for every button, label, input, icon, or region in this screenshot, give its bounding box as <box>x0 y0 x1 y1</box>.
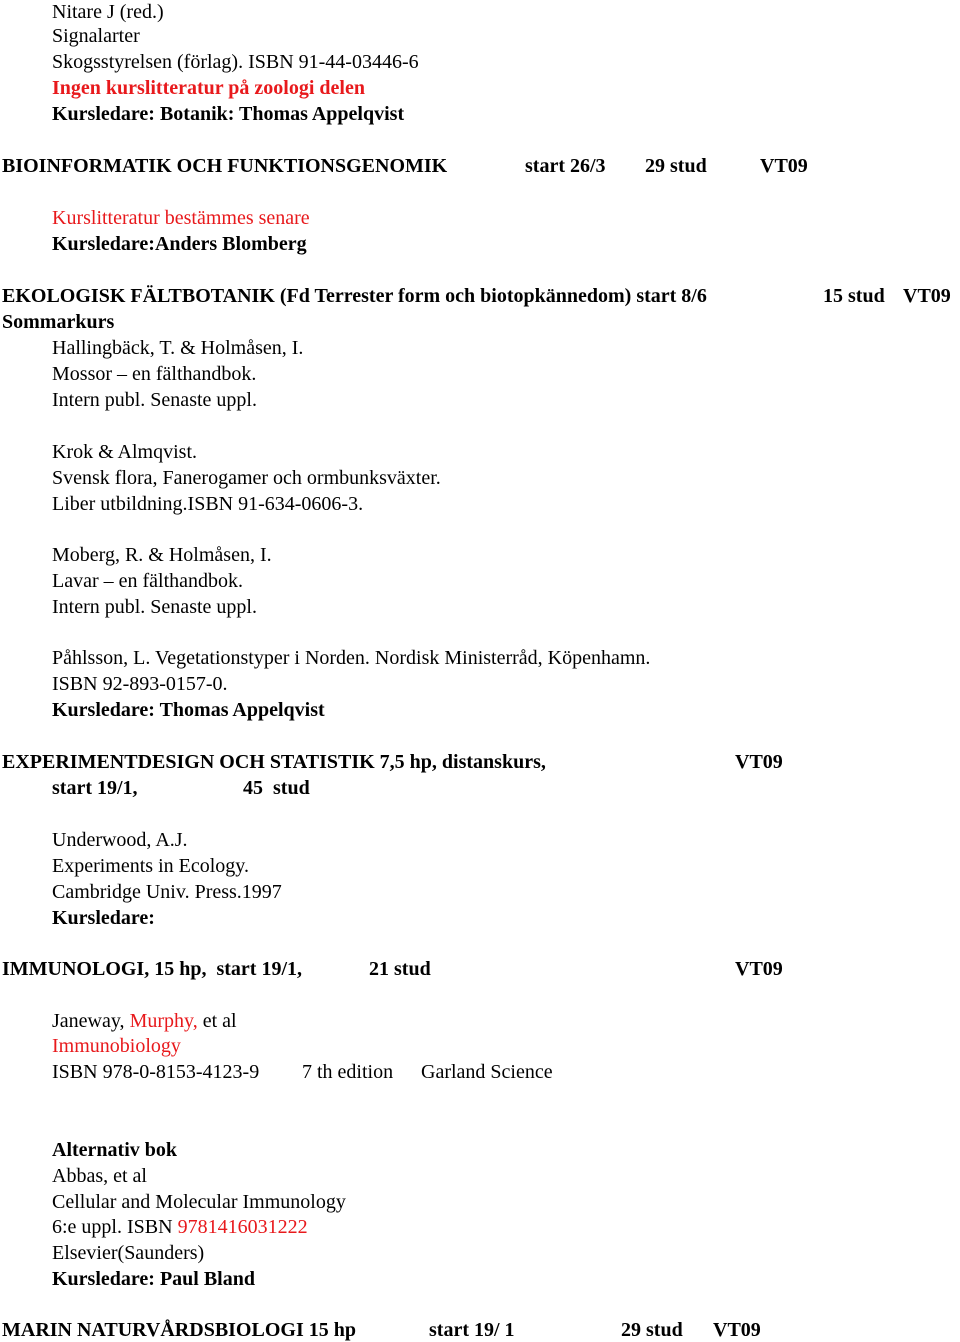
author-line: Nitare J (red.) <box>52 1 164 23</box>
course-students: 29 stud <box>621 1319 683 1341</box>
author-etal: et al <box>197 1010 237 1032</box>
book-authors <box>52 1009 237 1033</box>
book-publisher: Liber utbildning.ISBN 91-634-0606-3. <box>52 493 364 515</box>
alt-book-edition: 6:e uppl. ISBN <box>52 1216 178 1238</box>
course-students: 21 stud <box>369 958 431 980</box>
book-publisher: Garland Science <box>421 1061 553 1083</box>
course-start: start 19/1, <box>52 777 138 799</box>
book-title: Svensk flora, Fanerogamer och ormbunksväxter. <box>52 467 441 489</box>
literature-note: Kurslitteratur bestämmes senare <box>52 207 310 229</box>
course-leader: Kursledare: Botanik: Thomas Appelqvist <box>52 103 405 125</box>
book-title: Immunobiology <box>52 1035 181 1057</box>
course-heading-experimentdesign: EXPERIMENTDESIGN OCH STATISTIK 7,5 hp, distanskurs, <box>2 751 546 773</box>
book-author: Krok & Almqvist. <box>52 441 198 463</box>
course-leader: Kursledare: Paul Bland <box>52 1268 255 1290</box>
book-author: Underwood, A.J. <box>52 829 188 851</box>
book-edition: 7 th edition <box>302 1061 394 1083</box>
course-leader: Kursledare: <box>52 907 155 929</box>
author-name-highlight: Murphy, <box>129 1010 198 1032</box>
book-publisher: Cambridge Univ. Press.1997 <box>52 881 282 903</box>
alt-book-authors: Abbas, et al <box>52 1165 147 1187</box>
course-heading-ekologisk: EKOLOGISK FÄLTBOTANIK (Fd Terrester form och biotopkännedom) start 8/6 <box>2 285 707 307</box>
course-students: 15 stud <box>823 285 885 307</box>
note-line: Ingen kurslitteratur på zoologi delen <box>52 77 365 99</box>
alt-book-isbn-line <box>52 1215 308 1239</box>
course-term: VT09 <box>903 285 951 307</box>
course-heading-bioinformatik: BIOINFORMATIK OCH FUNKTIONSGENOMIK <box>2 155 448 177</box>
book-publisher: Intern publ. Senaste uppl. <box>52 596 257 618</box>
book-author: Hallingbäck, T. & Holmåsen, I. <box>52 337 304 359</box>
book-publisher: Intern publ. Senaste uppl. <box>52 389 257 411</box>
course-subtitle: Sommarkurs <box>2 311 115 333</box>
course-heading-marin: MARIN NATURVÅRDSBIOLOGI 15 hp <box>2 1319 356 1341</box>
book-title: Mossor – en fälthandbok. <box>52 363 257 385</box>
publisher-text: Skogsstyrelsen (förlag). ISBN <box>52 51 299 73</box>
isbn: 91-44-03446-6 <box>298 51 419 73</box>
book-isbn: ISBN 92-893-0157-0. <box>52 673 228 695</box>
course-term: VT09 <box>760 155 808 177</box>
course-term: VT09 <box>713 1319 761 1341</box>
book-isbn: ISBN 978-0-8153-4123-9 <box>52 1061 260 1083</box>
book-entry: Påhlsson, L. Vegetationstyper i Norden. Nordisk Ministerråd, Köpenhamn. <box>52 647 651 669</box>
course-start: start 26/3 <box>525 155 606 177</box>
book-title: Lavar – en fälthandbok. <box>52 570 244 592</box>
course-students: 29 stud <box>645 155 707 177</box>
course-students: 45 stud <box>243 777 310 799</box>
book-title: Experiments in Ecology. <box>52 855 249 877</box>
book-author: Moberg, R. & Holmåsen, I. <box>52 544 272 566</box>
course-term: VT09 <box>735 958 783 980</box>
course-term: VT09 <box>735 751 783 773</box>
alt-book-title: Cellular and Molecular Immunology <box>52 1191 346 1213</box>
publisher-line <box>52 50 419 74</box>
alt-book-isbn: 9781416031222 <box>177 1216 308 1238</box>
alt-book-heading: Alternativ bok <box>52 1139 177 1161</box>
alt-book-publisher: Elsevier(Saunders) <box>52 1242 205 1264</box>
course-leader: Kursledare: Thomas Appelqvist <box>52 699 325 721</box>
course-start: start 19/ 1 <box>429 1319 515 1341</box>
book-title: Signalarter <box>52 25 140 47</box>
course-leader: Kursledare:Anders Blomberg <box>52 233 307 255</box>
author-name: Janeway, <box>52 1010 130 1032</box>
course-heading-immunologi: IMMUNOLOGI, 15 hp, start 19/1, <box>2 958 302 980</box>
